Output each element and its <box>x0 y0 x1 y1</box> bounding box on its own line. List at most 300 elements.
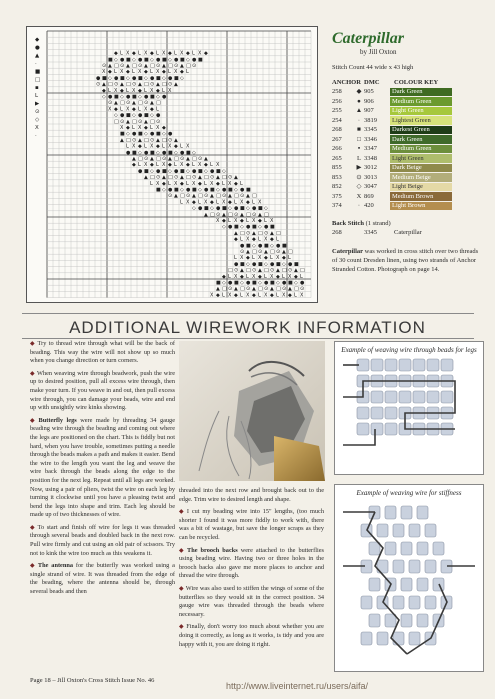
stitch-symbol: L <box>132 125 135 131</box>
stitch-symbol: ● <box>138 168 143 175</box>
stitch-symbol: L <box>174 50 177 57</box>
stitch-symbol: X <box>252 273 256 280</box>
stitch-symbol: X <box>228 180 232 187</box>
stitch-symbol: ■ <box>234 280 239 286</box>
stitch-symbol: ■ <box>216 280 221 286</box>
stitch-symbol: L <box>156 162 159 169</box>
stitch-symbol: L <box>216 199 219 206</box>
stitch-symbol: X <box>246 292 250 299</box>
stitch-symbol: ◇ <box>156 94 160 100</box>
paragraph-text: Try to thread wire through what will be the back of beading. This way the wire will not show up so much when you change direction or turn corners. <box>30 340 175 365</box>
stitch-symbol: □ <box>168 174 173 181</box>
stitch-symbol: ◆ <box>180 69 184 76</box>
stitch-symbol: ◆ <box>102 87 106 94</box>
key-anchor: 266 <box>332 145 342 153</box>
key-row <box>332 125 482 135</box>
stitch-symbol: L <box>144 87 147 94</box>
stitch-symbol: ⊙ <box>234 211 239 218</box>
stitch-symbol: ◇ <box>102 94 106 100</box>
stitch-symbol: ◆ <box>186 162 190 169</box>
stitch-symbol: ◆ <box>258 273 262 280</box>
stitch-symbol: ◆ <box>210 199 214 206</box>
stitch-symbol: □ <box>150 63 155 69</box>
stitch-symbol: ⊙ <box>168 193 173 200</box>
stitch-symbol: ⊙ <box>300 286 305 293</box>
key-colour-name: Dark Green <box>392 88 423 96</box>
key-dmc: 907 <box>364 107 374 115</box>
stitch-symbol: ■ <box>270 280 275 286</box>
stitch-symbol: L <box>258 292 261 299</box>
stitch-symbol: □ <box>168 63 173 69</box>
back-dmc: 3345 <box>364 228 377 236</box>
stitch-symbol: ■ <box>234 224 239 231</box>
stitch-symbol: ◇ <box>264 261 268 268</box>
stitch-symbol: ◆ <box>150 106 154 113</box>
stitch-symbol: ▲ <box>132 100 136 107</box>
stitch-symbol: L <box>228 218 231 224</box>
stitch-symbol: □ <box>210 211 215 218</box>
stitch-symbol: □ <box>186 63 191 69</box>
stitch-symbol: ◆ <box>246 199 250 206</box>
stitch-symbol: ■ <box>180 168 185 175</box>
stitch-symbol: ◇ <box>132 56 136 63</box>
stitch-symbol: ● <box>192 168 197 175</box>
key-swatch <box>390 135 452 144</box>
stitch-symbol: ■ <box>138 131 143 138</box>
stitch-symbol: ◇ <box>144 131 148 138</box>
caption-text: was worked in cross stitch over two threads of 30 count Dresden linen, using two strands of Anchor Stranded Cotton. Photograph on page 14. <box>332 247 479 273</box>
stitch-symbol: ▲ <box>294 267 298 274</box>
stitch-symbol: X <box>276 255 280 262</box>
stitch-symbol: ● <box>288 261 293 268</box>
stitch-symbol: L <box>162 87 165 94</box>
key-colour-name: Medium Green <box>392 97 432 105</box>
stitch-symbol: L <box>138 106 141 113</box>
stitch-symbol: L <box>222 180 225 187</box>
stitch-symbol: L <box>282 273 285 280</box>
stitch-symbol: ▲ <box>186 156 190 162</box>
key-symbol: ■ <box>357 126 361 134</box>
paragraph <box>30 340 175 366</box>
stiffness-diagram-title: Example of weaving wire for stiffness <box>356 489 462 497</box>
key-anchor: 267 <box>332 135 342 143</box>
bullet-icon: ◆ <box>30 370 35 377</box>
key-row <box>332 154 482 164</box>
stitch-symbol: ▲ <box>252 230 256 237</box>
stitch-symbol: ▲ <box>162 63 166 69</box>
key-anchor: 853 <box>332 173 342 181</box>
key-colour-name: Medium Green <box>392 145 432 153</box>
key-row <box>332 135 482 145</box>
stitch-symbol: X <box>270 218 274 224</box>
stitch-symbol: ▲ <box>174 137 178 144</box>
stitch-symbol: ■ <box>132 149 137 156</box>
stitch-symbol: X <box>126 50 130 57</box>
stitch-symbol: X <box>186 199 190 206</box>
stitch-symbol: ◇ <box>138 94 142 100</box>
stitch-symbol: □ <box>228 267 233 274</box>
stitch-symbol: ◆ <box>114 106 118 113</box>
key-symbol: X <box>356 192 362 200</box>
stitch-symbol: ■ <box>258 205 263 212</box>
stitch-symbol: □ <box>276 230 281 237</box>
legend-symbol: · <box>35 61 37 67</box>
stitch-symbol: ◇ <box>258 224 262 231</box>
stitch-symbol: ▲ <box>138 81 142 88</box>
stitch-symbol: L <box>192 50 195 57</box>
key-anchor: 255 <box>332 107 342 115</box>
stitch-symbol: ▲ <box>144 118 148 125</box>
stitch-symbol: ⊙ <box>228 286 233 293</box>
stitch-symbol: ▲ <box>282 249 286 255</box>
stitch-symbol: ⊙ <box>192 174 197 181</box>
key-anchor: 265 <box>332 154 342 162</box>
stitch-symbol: ◇ <box>204 168 208 175</box>
stitch-symbol: ◇ <box>216 187 220 193</box>
stitch-symbol: L <box>294 292 297 299</box>
stitch-symbol: ■ <box>180 56 185 63</box>
stitch-symbol: ● <box>264 280 269 286</box>
key-colour-name: Light Green <box>392 154 424 162</box>
stitch-symbol: ● <box>258 242 263 249</box>
legend-symbol: ◆ <box>35 37 40 43</box>
stitch-symbol: ▲ <box>234 230 238 237</box>
stitch-symbol: ● <box>180 149 185 156</box>
stitch-symbol: □ <box>144 137 149 144</box>
stitch-symbol: ▲ <box>240 267 244 274</box>
stitch-symbol: ◆ <box>132 50 136 57</box>
stitch-symbol: ■ <box>162 168 167 175</box>
stitch-symbol: ⊙ <box>276 249 281 255</box>
stitch-symbol: ▲ <box>252 286 256 293</box>
stitch-symbol: X <box>246 236 250 243</box>
stitch-symbol: ◇ <box>186 168 190 175</box>
key-swatch <box>390 88 452 97</box>
stitch-symbol: ◆ <box>156 87 160 94</box>
bullet-icon: ◆ <box>30 417 37 424</box>
butterfly-photo-image <box>179 341 325 481</box>
stiffness-diagram-panel <box>334 484 484 672</box>
stitch-symbol: ▲ <box>150 100 154 107</box>
stitch-symbol: ▲ <box>168 156 172 162</box>
stitch-symbol: ⊙ <box>168 81 173 88</box>
stitch-symbol: ■ <box>186 149 191 156</box>
stitch-symbol: ▲ <box>222 211 226 218</box>
stitch-symbol: ◆ <box>120 87 124 94</box>
stitch-symbol: ◆ <box>216 292 220 299</box>
stitch-symbol: □ <box>204 174 209 181</box>
legend-symbol: ▪ <box>35 85 39 91</box>
key-symbol: □ <box>357 135 361 143</box>
stitch-symbol: ■ <box>156 131 161 138</box>
divider-bottom <box>22 338 474 339</box>
stitch-symbol: ⊙ <box>144 156 149 162</box>
back-stitch-strand: (1 strand) <box>365 219 391 227</box>
bullet-icon: ◆ <box>179 547 186 554</box>
stitch-symbol: ◆ <box>108 69 112 76</box>
key-anchor: 852 <box>332 183 342 191</box>
stitch-symbol: ◆ <box>150 50 154 57</box>
stitch-symbol: X <box>150 143 154 150</box>
legend-symbol: · <box>35 133 37 139</box>
stitch-symbol: ◆ <box>246 255 250 262</box>
stitch-symbol: ⊙ <box>138 118 143 125</box>
stitch-symbol: ▲ <box>198 174 202 181</box>
legs-diagram <box>335 355 483 455</box>
stitch-symbol: ◆ <box>204 162 208 169</box>
stitch-symbol: □ <box>174 156 179 162</box>
butterfly-wirework-photo <box>179 341 325 481</box>
stitch-symbol: ● <box>246 224 251 231</box>
stitch-symbol: ◆ <box>240 218 244 224</box>
stitch-symbol: L <box>132 69 135 76</box>
back-anchor: 268 <box>332 228 342 236</box>
legend-symbol: L <box>35 93 39 99</box>
stitch-symbol: ■ <box>156 187 161 193</box>
stitch-symbol: ● <box>234 205 239 212</box>
stitch-symbol: ◆ <box>252 292 256 299</box>
stitch-symbol: ◆ <box>282 255 286 262</box>
stitch-symbol: ▲ <box>156 81 160 88</box>
stitch-symbol: ◇ <box>252 242 256 249</box>
stitch-symbol: ◆ <box>162 125 166 131</box>
stitch-symbol: ⊙ <box>144 100 149 107</box>
stitch-symbol: ◆ <box>126 69 130 76</box>
stitch-symbol: ▲ <box>174 81 178 88</box>
stitch-symbol: ◇ <box>264 205 268 212</box>
stitch-symbol: ● <box>228 224 233 231</box>
key-symbol: ▪ <box>357 145 361 153</box>
key-colour-name: Medium Brown <box>392 192 434 200</box>
stitch-symbol: ■ <box>156 75 161 82</box>
paragraph <box>30 370 175 413</box>
stitch-symbol: □ <box>144 81 149 88</box>
stitch-symbol: ⊙ <box>198 156 203 162</box>
paragraph-lead: The brooch backs <box>187 546 238 554</box>
stitch-symbol: ◆ <box>252 236 256 243</box>
stitch-symbol: ■ <box>258 261 263 268</box>
stitch-symbol: □ <box>192 156 197 162</box>
stitch-symbol: ▲ <box>246 193 250 200</box>
stitch-symbol: ◇ <box>192 205 196 212</box>
stitch-symbol: □ <box>120 100 125 107</box>
stitch-symbol: L <box>150 180 153 187</box>
key-swatch <box>390 116 452 125</box>
key-symbol: ▲ <box>355 107 363 115</box>
stitch-symbol: ● <box>120 112 125 119</box>
stitch-symbol: ■ <box>114 94 119 100</box>
key-colour-name: Light Beige <box>392 183 423 191</box>
stitch-symbol: L <box>168 69 171 76</box>
bullet-icon: ◆ <box>30 524 36 531</box>
stitch-symbol: □ <box>222 286 227 293</box>
stitch-symbol: ■ <box>138 75 143 82</box>
stitch-symbol: ◇ <box>162 75 166 82</box>
stitch-symbol: ◆ <box>186 50 190 57</box>
stitch-symbol: ◆ <box>258 218 262 224</box>
paragraph <box>179 623 324 649</box>
stitch-symbol: ▲ <box>258 267 262 274</box>
legend-symbol: ⊙ <box>35 109 40 115</box>
key-swatch <box>390 164 452 173</box>
stitch-symbol: ◇ <box>150 112 154 119</box>
stitch-symbol: X <box>120 69 124 76</box>
stitch-symbol: □ <box>282 267 287 274</box>
stitch-symbol: ▲ <box>216 286 220 293</box>
stitch-symbol: ◆ <box>234 180 238 187</box>
stitch-symbol: L <box>186 180 189 187</box>
key-colour-name: Lightest Green <box>392 116 431 124</box>
key-dmc: 905 <box>364 88 374 96</box>
stitch-symbol: ● <box>222 187 227 193</box>
stitch-symbol: ◇ <box>222 224 226 231</box>
bullet-icon: ◆ <box>30 341 36 347</box>
stitch-symbol: ● <box>234 261 239 268</box>
stitch-symbol: ▲ <box>144 174 148 181</box>
paragraph <box>179 487 324 504</box>
stitch-symbol: ▲ <box>120 137 124 144</box>
stitch-symbol: ⊙ <box>252 267 257 274</box>
bullet-icon: ◆ <box>30 563 36 570</box>
stitch-symbol: ◆ <box>264 255 268 262</box>
stitch-symbol: X <box>132 87 136 94</box>
stitch-symbol: ◆ <box>144 69 148 76</box>
stitch-symbol: ◆ <box>222 218 226 224</box>
stitch-symbol: ◇ <box>162 187 166 193</box>
stitch-symbol: □ <box>234 193 239 200</box>
stitch-symbol: ◇ <box>156 149 160 156</box>
key-swatch <box>390 145 452 154</box>
stitch-symbol: ◇ <box>108 75 112 82</box>
stitch-symbol: □ <box>270 249 275 255</box>
stitch-symbol: ▲ <box>126 63 130 69</box>
stitch-symbol: ● <box>138 56 143 63</box>
stitch-symbol: L <box>162 143 165 150</box>
stitch-symbol: ● <box>126 149 131 156</box>
key-swatch <box>390 126 452 135</box>
stitch-symbol: ● <box>132 131 137 138</box>
key-anchor: 256 <box>332 97 342 105</box>
stitch-symbol: L <box>258 236 261 243</box>
key-row <box>332 144 482 154</box>
stitch-symbol: ▲ <box>114 100 118 107</box>
stitch-symbol: ⊙ <box>246 286 251 293</box>
stitch-symbol: L <box>126 143 129 150</box>
key-dmc: 3013 <box>364 173 377 181</box>
key-dmc: 3047 <box>364 183 377 191</box>
stitch-symbol: L <box>180 199 183 206</box>
stitch-symbol: L <box>246 273 249 280</box>
stitch-symbol: ■ <box>246 187 251 193</box>
key-symbol: L <box>357 154 361 162</box>
stitch-symbol: ▲ <box>174 193 178 200</box>
stitch-symbol: X <box>180 162 184 169</box>
stitch-symbol: ● <box>156 112 161 119</box>
stitch-symbol: X <box>204 199 208 206</box>
stitch-symbol: L <box>210 162 213 169</box>
stitch-symbol: ⊙ <box>102 63 107 69</box>
stitch-symbol: ▲ <box>132 156 136 162</box>
key-row <box>332 116 482 126</box>
stitch-symbol: L <box>288 255 291 262</box>
paragraph-lead: Butterfly legs <box>38 416 77 424</box>
stitch-count: Stitch Count 44 wide x 43 high <box>332 64 414 71</box>
stitch-symbol: □ <box>252 249 257 255</box>
key-dmc: 3012 <box>364 164 377 172</box>
stitch-symbol: □ <box>162 81 167 88</box>
stitch-symbol: X <box>234 273 238 280</box>
stitch-symbol: ◇ <box>198 187 202 193</box>
stitch-symbol: □ <box>300 267 305 274</box>
stitch-symbol: ◆ <box>270 236 274 243</box>
key-swatch <box>390 107 452 116</box>
key-swatch <box>390 97 452 106</box>
stitch-symbol: ◇ <box>180 75 184 82</box>
stitch-symbol: ■ <box>150 94 155 100</box>
stitch-symbol: ⊙ <box>174 174 179 181</box>
stitch-symbol: ■ <box>198 56 203 63</box>
stitch-symbol: □ <box>252 193 257 200</box>
stitch-symbol: ● <box>168 187 173 193</box>
stitch-symbol: L <box>264 218 267 224</box>
stitch-symbol: L <box>138 50 141 57</box>
stitch-symbol: ⊙ <box>246 230 251 237</box>
stitch-symbol: X <box>270 273 274 280</box>
key-dmc: 3819 <box>364 116 377 124</box>
stitch-symbol: L <box>174 162 177 169</box>
stitch-symbol: L <box>264 273 267 280</box>
stitch-symbol: ▲ <box>156 137 160 144</box>
stitch-symbol: X <box>156 180 160 187</box>
stitch-symbol: X <box>114 87 118 94</box>
stitch-symbol: ◆ <box>144 125 148 131</box>
stitch-symbol: ◇ <box>126 131 130 138</box>
stitch-symbol: X <box>264 236 268 243</box>
stitch-symbol: X <box>240 255 244 262</box>
stitch-symbol: ■ <box>108 56 113 63</box>
stitch-symbol: ● <box>150 131 155 138</box>
stitch-symbol: ◇ <box>144 75 148 82</box>
stitch-symbol: □ <box>138 100 143 107</box>
stitch-symbol: ▲ <box>192 193 196 200</box>
key-row <box>332 192 482 202</box>
stitch-symbol: X <box>264 292 268 299</box>
stitch-symbol: ● <box>264 224 269 231</box>
stitch-symbol: ◆ <box>126 125 130 131</box>
stitch-symbol: ▲ <box>120 81 124 88</box>
watermark-url: http://www.liveinternet.ru/users/aifa/ <box>226 681 369 691</box>
stitch-symbol: ■ <box>162 56 167 63</box>
stitch-symbol: □ <box>246 267 251 274</box>
stitch-symbol: ⊙ <box>216 211 221 218</box>
stitch-symbol: X <box>144 50 148 57</box>
stitch-symbol: L <box>228 273 231 280</box>
back-stitch-label: Back Stitch <box>332 219 364 227</box>
stitch-symbol: □ <box>126 81 131 88</box>
stitch-symbol: ● <box>204 187 209 193</box>
stitch-symbol: X <box>138 69 142 76</box>
stitch-symbol: ⊙ <box>156 118 161 125</box>
stitch-symbol: ▲ <box>246 249 250 255</box>
stitch-symbol: ▲ <box>216 174 220 181</box>
stitch-symbol: ▲ <box>240 211 244 218</box>
key-colour-name: Darkest Green <box>392 126 430 134</box>
stitch-symbol: X <box>108 106 112 113</box>
stitch-symbol: ▲ <box>204 156 208 162</box>
stitch-symbol: ⊙ <box>264 286 269 293</box>
stitch-symbol: ● <box>144 94 149 100</box>
paragraph-text: I cut my beading wire into 15" lengths, (too much shorter I found it was more fiddly to work with, there was a bit of wastage, but save the longer scraps as they can be recycled. <box>179 508 324 541</box>
